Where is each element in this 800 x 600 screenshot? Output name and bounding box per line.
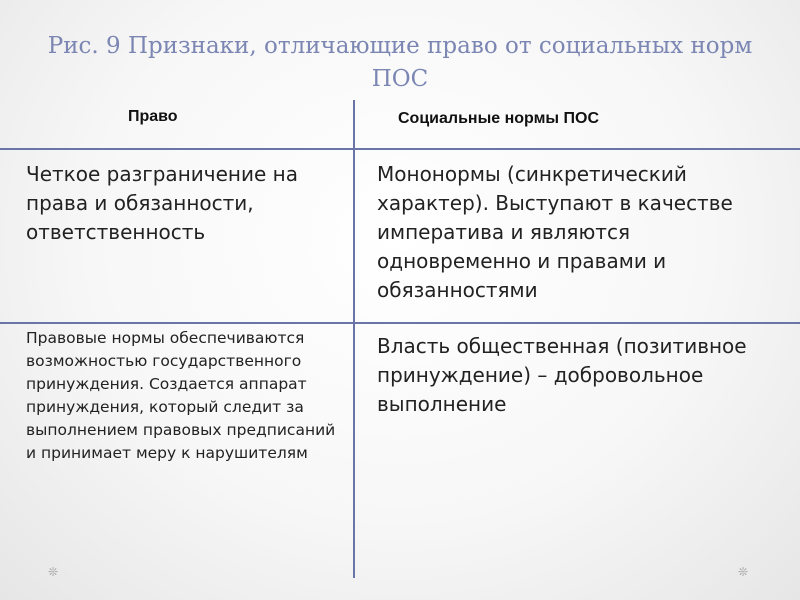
table-cell-row1-pravo: Четкое разграничение на права и обязанности, ответственность xyxy=(26,162,298,244)
footer-ornament-right-icon: ❊ xyxy=(738,565,749,579)
table-divider-vertical xyxy=(353,100,355,578)
table-cell-row2-social: Власть общественная (позитивное принуждение) – добровольное выполнение xyxy=(377,334,747,416)
table-divider-horizontal-2 xyxy=(0,322,800,324)
table-divider-horizontal-1 xyxy=(0,148,800,150)
table-cell-row2-pravo: Правовые нормы обеспечиваются возможностью государственного принуждения. Создается аппарат принуждения, который следит за выполнением правовых предписаний и принимает меру к нарушителям xyxy=(26,329,336,462)
footer-ornament-left-icon: ❊ xyxy=(48,565,59,579)
table-cell-row1-social: Мононормы (синкретический характер). Выступают в качестве императива и являются одновременно и правами и обязанностями xyxy=(377,162,733,302)
column-header-social-norms: Социальные нормы ПОС xyxy=(398,110,600,127)
slide-title: Рис. 9 Признаки, отличающие право от социальных норм ПОС xyxy=(47,33,753,92)
column-header-pravo: Право xyxy=(128,108,178,125)
